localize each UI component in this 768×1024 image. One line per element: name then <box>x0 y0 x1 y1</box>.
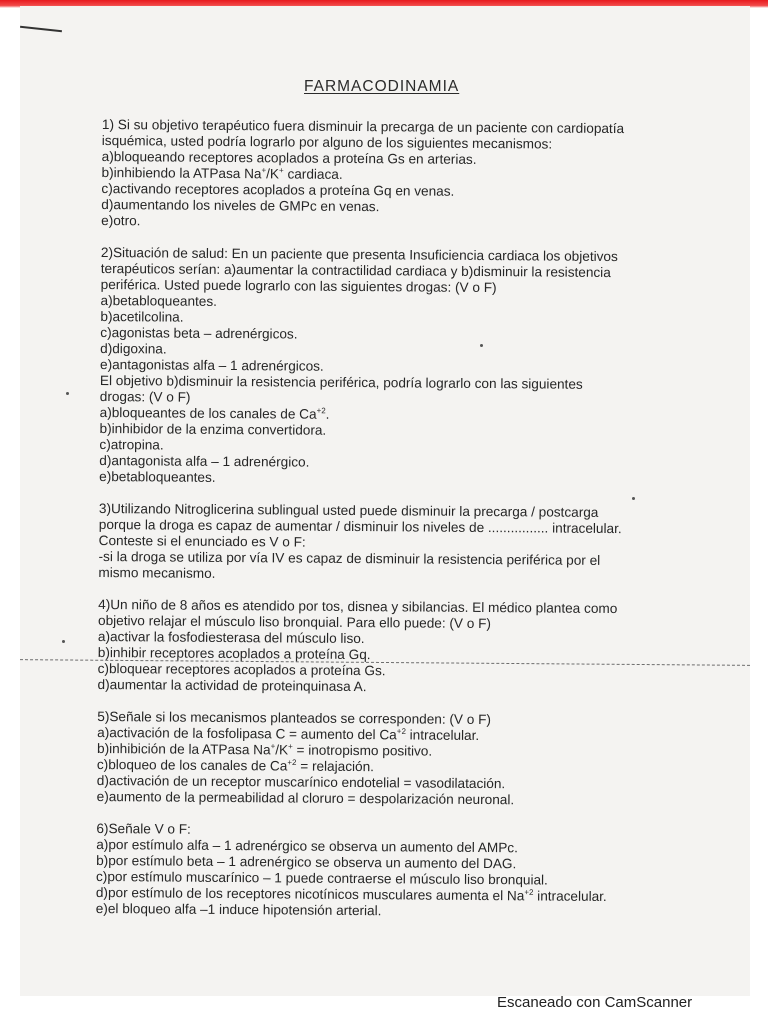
question-stem: 6)Señale V o F: <box>96 820 191 837</box>
question-stem: isquémica, usted podría lograrlo por alguno de los siguientes mecanismos: <box>101 132 553 152</box>
question-stem: 3)Utilizando Nitroglicerina sublingual usted puede disminuir la precarga / postcarga <box>98 500 599 520</box>
option-e: e)aumento de la permeabilidad al cloruro = despolarización neuronal. <box>96 788 515 808</box>
option-e: e)el bloqueo alfa –1 induce hipotensión arterial. <box>95 900 382 919</box>
question-stem: 5)Señale si los mecanismos planteados se corresponden: (V o F) <box>97 708 492 728</box>
question-5 <box>97 709 688 810</box>
question-stem: terapéuticos serían: a)aumentar la contractilidad cardiaca y b)disminuir la resistencia <box>100 260 611 281</box>
sub-option-b: b)inhibidor de la enzima convertidora. <box>99 420 327 438</box>
question-stem: 4)Un niño de 8 años es atendido por tos, disnea y sibilancias. El médico plantea como <box>98 596 618 617</box>
option-a: a)por estímulo alfa – 1 adrenérgico se observa un aumento del AMPc. <box>96 836 518 856</box>
question-stem: 1) Si su objetivo terapéutico fuera disminuir la precarga de un paciente con cardiopatía <box>101 117 625 137</box>
question-stem: porque la droga es capaz de aumentar / disminuir los niveles de ................ intracelular. <box>98 516 622 537</box>
question-4 <box>97 597 688 698</box>
option-c: c)agonistas beta – adrenérgicos. <box>100 324 298 342</box>
question-stem: Conteste si el enunciado es V o F: <box>98 532 306 550</box>
question-stem: 2)Situación de salud: En un paciente que presenta Insuficiencia cardiaca los objetivos <box>100 244 618 265</box>
option-e: e)otro. <box>101 212 141 229</box>
option-e: e)antagonistas alfa – 1 adrenérgicos. <box>99 356 324 374</box>
sub-option-d: d)antagonista alfa – 1 adrenérgico. <box>99 452 310 470</box>
option-b: b)por estímulo beta – 1 adrenérgico se observa un aumento del DAG. <box>96 852 517 872</box>
option-b: b)acetilcolina. <box>100 308 184 325</box>
option-c: c)bloquear receptores acoplados a proteína Gs. <box>97 660 386 679</box>
option-a: a)activación de la fosfolipasa C = aumento del $Ca^{+2}$ intracelular. <box>97 724 480 743</box>
option-c: c)activando receptores acoplados a proteína Gq en venas. <box>101 180 455 199</box>
sub-option-c: c)atropina. <box>99 436 164 453</box>
sub-option-a: a)bloqueantes de los canales de $Ca^{+2}$. <box>99 404 330 422</box>
question-stem: objetivo relajar el músculo liso bronquial. Para ello puede: (V o F) <box>97 612 492 632</box>
option-d: d)activación de un receptor muscarínico endotelial = vasodilatación. <box>96 772 506 792</box>
speck <box>62 640 65 643</box>
question-3 <box>98 501 689 586</box>
page-title: FARMACODINAMIA <box>304 78 460 95</box>
option-d: d)por estímulo de los receptores nicotínicos musculares aumenta el $Na^{+2}$ intracelular. <box>95 884 607 904</box>
option-c: c)por estímulo muscarínico – 1 puede contraerse el músculo liso bronquial. <box>95 868 548 888</box>
question-2 <box>99 245 691 490</box>
option-d: d)digoxina. <box>100 340 167 357</box>
option-b: b)inhibiendo la ATPasa Na+/K+ cardiaca. <box>101 164 343 182</box>
option-b: b)inhibición de la ATPasa Na+/K+ = inotropismo positivo. <box>96 740 433 759</box>
option-b: b)inhibir receptores acoplados a proteína Gq. <box>97 644 371 663</box>
option-d: d)aumentar la actividad de proteinquinasa A. <box>97 676 367 695</box>
sub-question-stem: El objetivo b)disminuir la resistencia periférica, podría lograrlo con las siguientes <box>99 372 583 392</box>
sub-option-e: e)betabloqueantes. <box>99 468 216 485</box>
option-a: a)betabloqueantes. <box>100 292 218 309</box>
sub-question-stem: drogas: (V o F) <box>99 388 191 405</box>
scanner-watermark: Escaneado con CamScanner <box>497 994 693 1011</box>
option-d: d)aumentando los niveles de GMPc en venas. <box>101 196 380 215</box>
question-1 <box>101 117 692 234</box>
question-stem: periférica. Usted puede lograrlo con las siguientes drogas: (V o F) <box>100 276 497 296</box>
question-stem: -si la droga se utiliza por vía IV es capaz de disminuir la resistencia periférica por el <box>98 548 601 568</box>
option-c: c)bloqueo de los canales de $Ca^{+2}$ = relajación. <box>96 756 375 775</box>
question-stem: mismo mecanismo. <box>98 564 216 581</box>
document-body <box>96 117 692 922</box>
question-6 <box>96 821 687 922</box>
option-a: a)activar la fosfodiesterasa del músculo liso. <box>97 628 365 647</box>
option-a: a)bloqueando receptores acoplados a proteína Gs en arterias. <box>101 148 477 167</box>
speck <box>66 392 69 395</box>
